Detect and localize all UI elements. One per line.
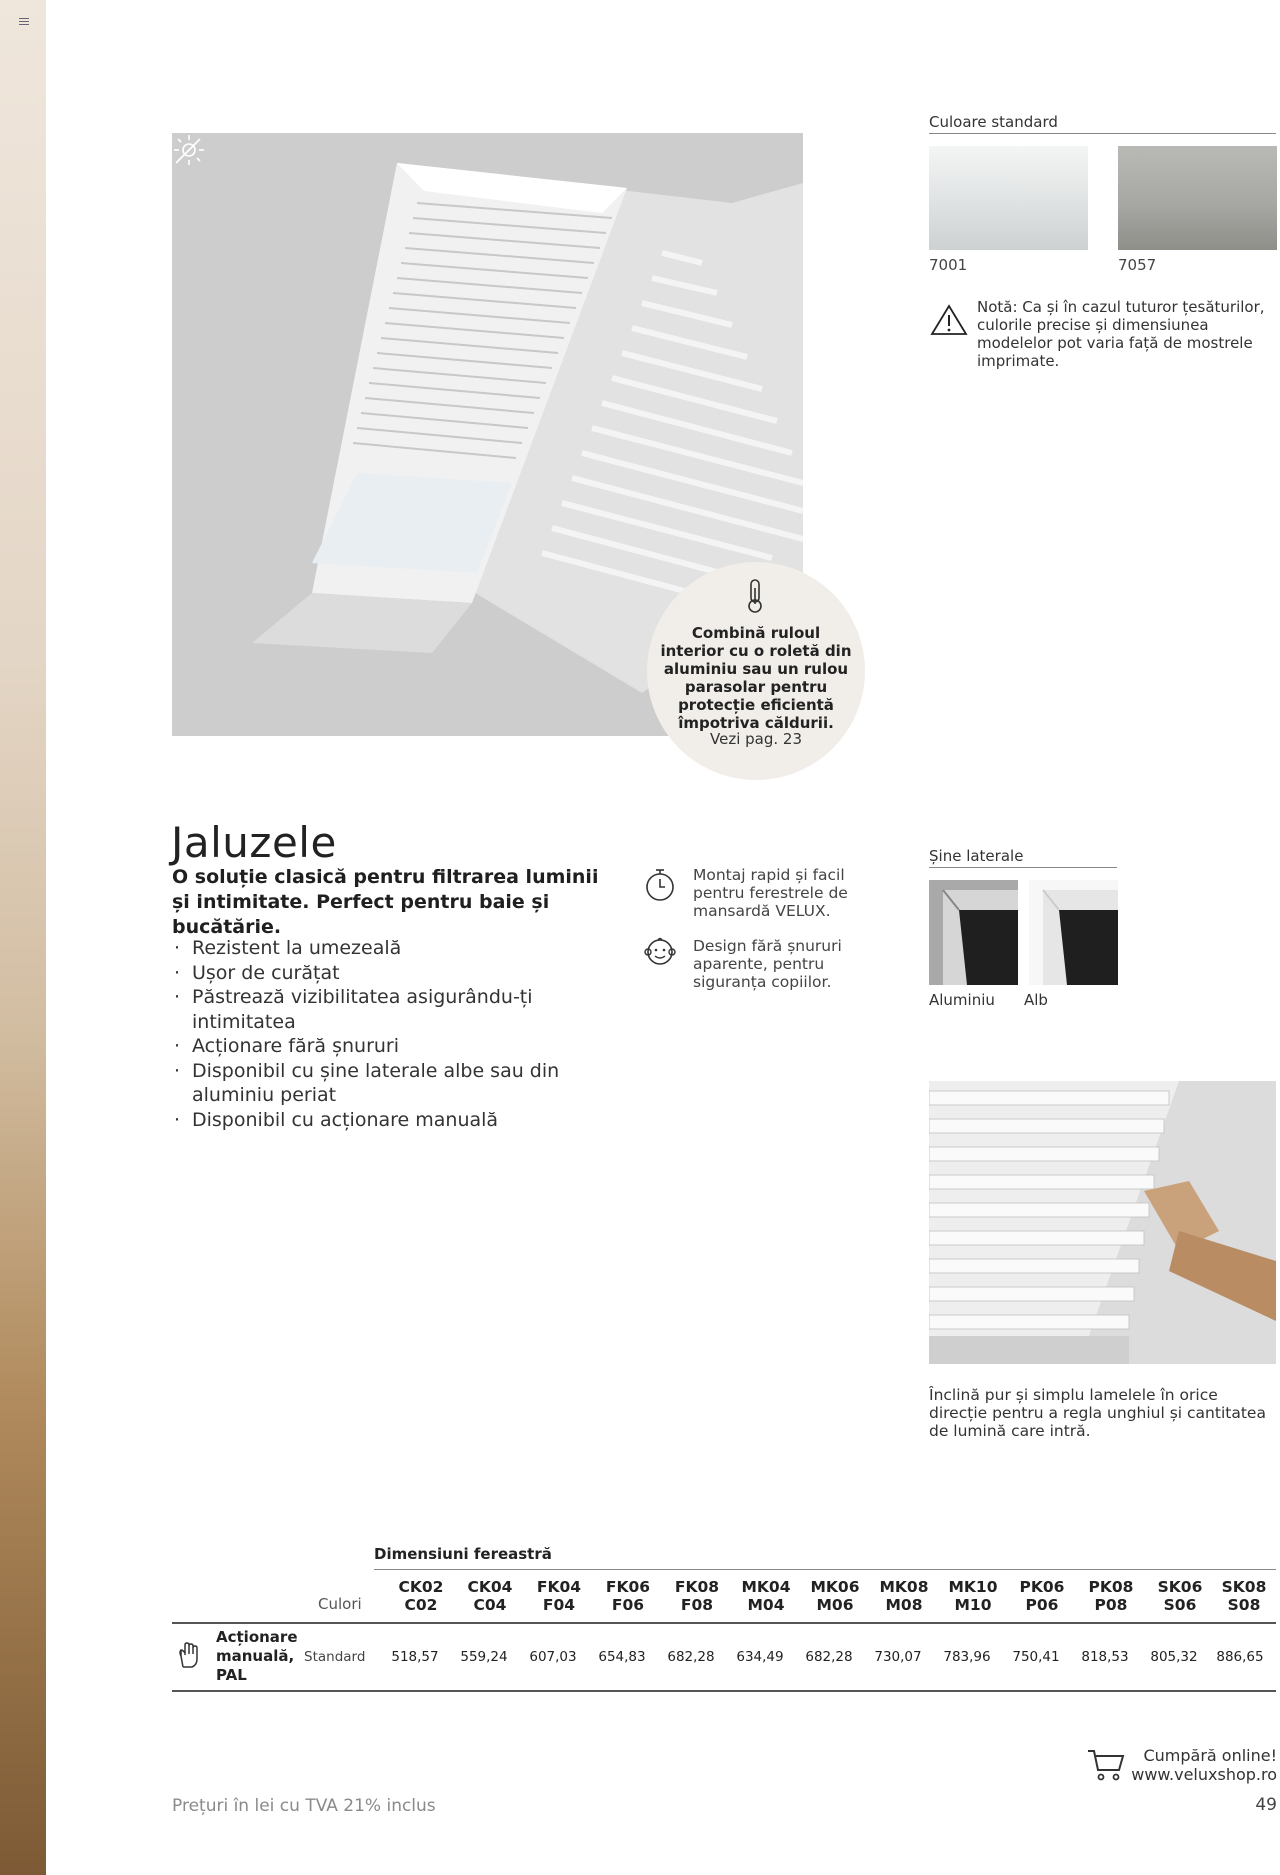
size-code-mk04: MK04 M04 — [741, 1578, 791, 1614]
product-lead: O soluție clasică pentru filtrarea luminii și intimitate. Perfect pentru baie și bucătărie. — [172, 866, 599, 938]
size-code-sk06: SK06 S06 — [1157, 1578, 1203, 1614]
size-code-ck04: CK04 C04 — [467, 1578, 513, 1614]
swatch-code: 7057 — [1118, 256, 1157, 274]
online-shop-link[interactable]: Cumpără online! www.veluxshop.ro — [1131, 1746, 1277, 1784]
table-divider — [172, 1690, 1276, 1692]
size-code-ck02: CK02 C02 — [398, 1578, 444, 1614]
rail-name-aluminium: Aluminiu — [929, 991, 995, 1009]
price-cell: 682,28 — [667, 1649, 715, 1665]
table-row-colors: Standard — [304, 1649, 366, 1665]
standard-colors-label: Culoare standard — [929, 113, 1276, 134]
heat-protection-badge — [647, 562, 865, 780]
table-header-window-sizes: Dimensiuni fereastră — [374, 1545, 552, 1563]
list-item: · Disponibil cu șine laterale albe sau din aluminiu periat — [172, 1059, 592, 1108]
price-cell: 730,07 — [874, 1649, 922, 1665]
swatch-code: 7001 — [929, 256, 968, 274]
feature-child-safety: Design fără șnururi aparente, pentru siguranța copiilor. — [693, 937, 842, 991]
page-number: 49 — [1255, 1795, 1277, 1815]
table-divider — [172, 1622, 1276, 1624]
baby-face-icon — [643, 935, 677, 967]
list-item: · Acționare fără șnururi — [172, 1034, 592, 1059]
list-item: · Disponibil cu acționare manuală — [172, 1108, 592, 1133]
feature-quick-install: Montaj rapid și facil pentru ferestrele de mansardă VELUX. — [693, 866, 848, 920]
price-cell: 654,83 — [598, 1649, 646, 1665]
size-code-mk10: MK10 M10 — [948, 1578, 998, 1614]
badge-page-reference[interactable]: Vezi pag. 23 — [710, 730, 802, 748]
list-item: · Ușor de curățat — [172, 961, 592, 986]
price-cell: 607,03 — [529, 1649, 577, 1665]
product-title: Jaluzele — [171, 818, 337, 868]
price-cell: 818,53 — [1081, 1649, 1129, 1665]
rail-name-white: Alb — [1024, 991, 1048, 1009]
size-code-pk06: PK06 P06 — [1019, 1578, 1065, 1614]
price-cell: 805,32 — [1150, 1649, 1198, 1665]
table-divider — [374, 1569, 1276, 1570]
side-rails-label: Șine laterale — [929, 847, 1117, 868]
size-code-sk08: SK08 S08 — [1221, 1578, 1267, 1614]
stopwatch-icon — [644, 867, 676, 903]
color-swatch-7057[interactable] — [1118, 146, 1277, 250]
price-cell: 518,57 — [391, 1649, 439, 1665]
badge-text: Combină ruloul interior cu o roletă din aluminiu sau un rulou parasolar pentru protecție eficientă împotriva căldurii. — [660, 624, 852, 732]
price-cell: 783,96 — [943, 1649, 991, 1665]
left-decorative-strip — [0, 0, 46, 1875]
feature-bullet-list — [172, 936, 592, 1132]
price-cell: 682,28 — [805, 1649, 853, 1665]
photo-caption: Înclină pur și simplu lamelele în orice direcție pentru a regla unghiul și cantitatea de lumină care intră. — [929, 1386, 1266, 1440]
hand-manual-operation-icon — [176, 1641, 202, 1669]
size-code-fk04: FK04 F04 — [536, 1578, 582, 1614]
color-swatch-7001[interactable] — [929, 146, 1088, 250]
price-cell: 634,49 — [736, 1649, 784, 1665]
rail-sample-aluminium[interactable] — [929, 880, 1018, 985]
price-cell: 559,24 — [460, 1649, 508, 1665]
thermometer-icon — [744, 578, 766, 614]
price-cell: 750,41 — [1012, 1649, 1060, 1665]
price-cell: 886,65 — [1216, 1649, 1264, 1665]
sun-filter-icon — [172, 133, 206, 167]
size-code-pk08: PK08 P08 — [1088, 1578, 1134, 1614]
size-code-mk08: MK08 M08 — [879, 1578, 929, 1614]
vat-note: Prețuri în lei cu TVA 21% inclus — [172, 1796, 436, 1816]
list-item: · Rezistent la umezeală — [172, 936, 592, 961]
table-colors-column-header: Culori — [318, 1595, 362, 1613]
menu-icon[interactable] — [19, 18, 29, 26]
color-disclaimer-note: Notă: Ca și în cazul tuturor țesăturilor, culorile precise și dimensiunea modelelor pot varia față de mostrele imprimate. — [977, 298, 1265, 370]
size-code-mk06: MK06 M06 — [810, 1578, 860, 1614]
warning-icon — [930, 304, 968, 336]
table-row-label: Acționare manuală, PAL — [216, 1628, 298, 1684]
list-item: · Păstrează vizibilitatea asigurându-ți intimitatea — [172, 985, 592, 1034]
rail-sample-white[interactable] — [1029, 880, 1118, 985]
size-code-fk06: FK06 F06 — [605, 1578, 651, 1614]
blind-tilting-photo — [929, 1081, 1276, 1364]
size-code-fk08: FK08 F08 — [674, 1578, 720, 1614]
